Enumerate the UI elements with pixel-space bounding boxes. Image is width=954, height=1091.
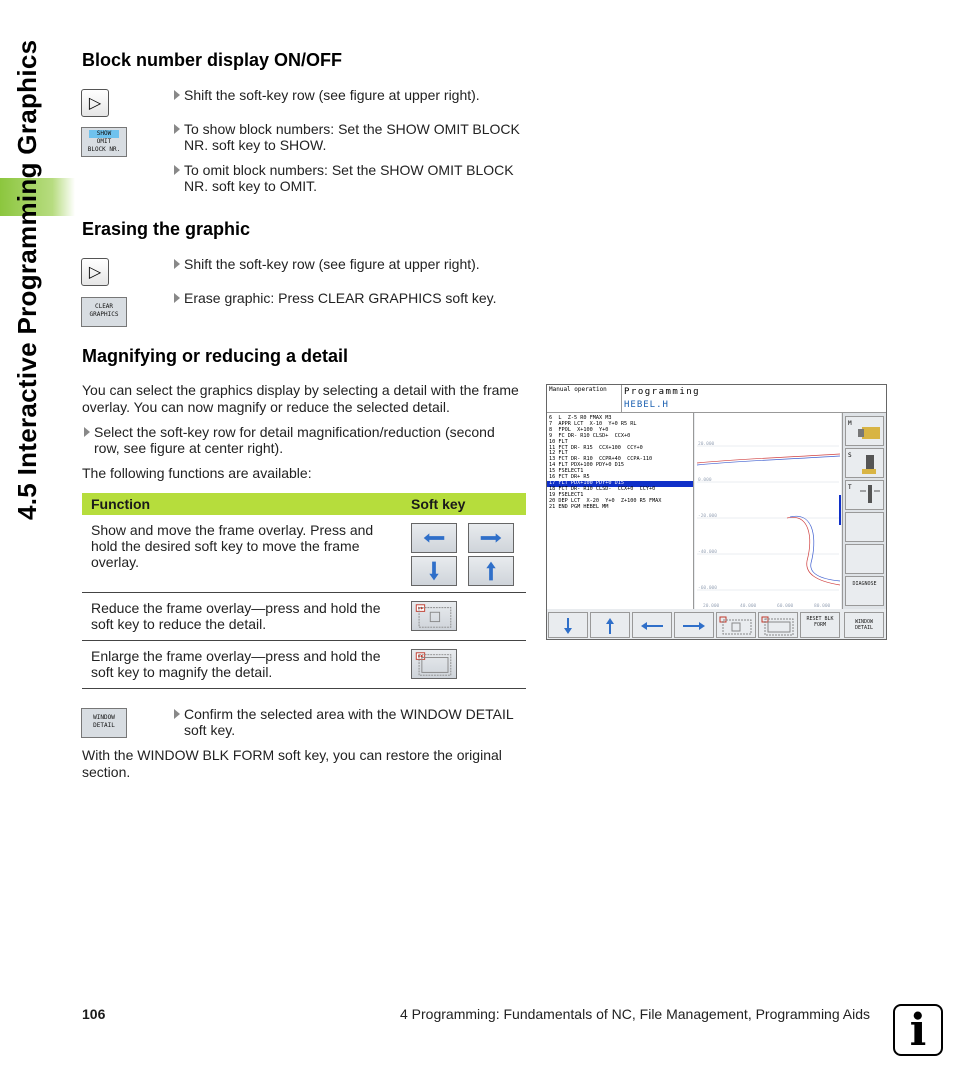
- program-listing: [547, 413, 694, 609]
- program-lines: [547, 416, 693, 511]
- row-line: hold the desired soft key to move the frame: [91, 538, 360, 554]
- step-shift-row: Shift the soft-key row (see figure at upper right).: [172, 87, 532, 103]
- reset-blk-form-softkey[interactable]: RESET BLK FORM: [800, 612, 840, 638]
- step-line: soft key.: [184, 722, 236, 738]
- chapter-side-tab: [0, 0, 60, 1091]
- page-number: 106: [82, 1006, 106, 1022]
- program-line[interactable]: 14 FLT PDX+100 PDY+0 D15: [549, 462, 624, 469]
- header-divider: [621, 385, 622, 412]
- program-line[interactable]: 18 FCT DR- R10 CLSD- CCX+0 CCY+0: [549, 485, 656, 492]
- row-line: soft key to reduce the detail.: [91, 616, 267, 632]
- step-shift-row: Shift the soft-key row (see figure at upper right).: [172, 256, 532, 272]
- enlarge-frame-softkey[interactable]: [411, 649, 457, 679]
- program-line[interactable]: 19 FSELECT1: [549, 491, 584, 498]
- window-detail-softkey[interactable]: [81, 708, 127, 738]
- left-softkey[interactable]: [632, 612, 672, 638]
- reduce-frame-softkey[interactable]: [716, 612, 756, 638]
- up-softkey[interactable]: [590, 612, 630, 638]
- bottom-softkey-bar: [547, 610, 886, 639]
- para-line: You can select the graphics display by selecting a detail with the frame: [82, 382, 519, 398]
- programming-mode-label: Programming: [624, 387, 701, 397]
- x-tick-label: 60.000: [777, 604, 794, 609]
- diagnose-label: DIAGNOSE: [852, 581, 877, 587]
- step-line: Confirm the selected area with the WINDOW DETAIL: [184, 706, 514, 722]
- program-line[interactable]: 21 END PGM HEBEL MM: [549, 503, 609, 510]
- blank-softkey[interactable]: [845, 544, 884, 574]
- section-heading-magnify: Magnifying or reducing a detail: [82, 346, 349, 366]
- x-tick-label: 20.000: [703, 604, 720, 609]
- step-line: NR. soft key to OMIT.: [184, 178, 318, 194]
- graphics-plot: [695, 413, 841, 609]
- graphics-window: [695, 413, 841, 609]
- table-row: [82, 593, 526, 641]
- para-line: section.: [82, 764, 131, 780]
- row-line: soft key to magnify the detail.: [91, 664, 273, 680]
- table-header: [82, 493, 526, 515]
- s-function-softkey[interactable]: [845, 448, 884, 478]
- next-softkey-row-key[interactable]: ▷: [81, 89, 109, 117]
- blank-softkey[interactable]: [845, 512, 884, 542]
- step-line: Select the soft-key row for detail magnification/reduction (second: [94, 424, 495, 440]
- step-select-row: [82, 424, 532, 456]
- reduce-frame-softkey[interactable]: [411, 601, 457, 631]
- y-tick-label: 0.000: [698, 478, 712, 483]
- svg-text:M: M: [848, 420, 852, 427]
- screen-header: [547, 385, 886, 413]
- softkey-line: GRAPHICS: [89, 311, 119, 318]
- program-line[interactable]: 6 L Z-5 R0 FMAX M3: [549, 415, 612, 421]
- info-icon: i: [893, 1004, 943, 1056]
- y-tick-label: 20.000: [698, 442, 715, 447]
- t-function-softkey[interactable]: [845, 480, 884, 510]
- row-line: Enlarge the frame overlay—press and hold the: [91, 648, 381, 664]
- restore-note: [82, 747, 532, 781]
- row-description: [91, 600, 391, 632]
- control-screen-figure: [546, 384, 887, 640]
- next-softkey-row-key[interactable]: ▷: [81, 258, 109, 286]
- program-line[interactable]: 20 DEP LCT X-20 Y+0 Z+100 R5 FMAX: [549, 497, 662, 504]
- section-heading-block-number: Block number display ON/OFF: [82, 50, 343, 70]
- step-line: row, see figure at center right).: [94, 440, 284, 456]
- col-softkey-header: Soft key: [411, 496, 466, 512]
- footer-chapter: 4 Programming: Fundamentals of NC, File Management, Programming Aids: [400, 1006, 870, 1022]
- program-line[interactable]: 11 FCT DR- R15 CCX+100 CCY+0: [549, 444, 643, 451]
- row-line: Reduce the frame overlay—press and hold the: [91, 600, 381, 616]
- x-tick-label: 80.000: [814, 604, 831, 609]
- m-function-softkey[interactable]: [845, 416, 884, 446]
- svg-text:T: T: [848, 484, 852, 491]
- program-line[interactable]: 10 FLT: [549, 438, 568, 445]
- section-heading-erasing: Erasing the graphic: [82, 219, 251, 239]
- table-row: [82, 515, 526, 593]
- step-omit-block-numbers: [172, 162, 532, 194]
- window-detail-softkey[interactable]: WINDOW DETAIL: [844, 612, 884, 638]
- show-omit-block-softkey[interactable]: [81, 127, 127, 157]
- step-line: To omit block numbers: Set the SHOW OMIT BLOCK: [184, 162, 514, 178]
- y-tick-label: -40.000: [698, 550, 717, 555]
- x-tick-label: 40.000: [740, 604, 757, 609]
- machine-mode-label: Manual operation: [549, 386, 607, 393]
- function-table: [82, 493, 526, 689]
- row-line: Show and move the frame overlay. Press and: [91, 522, 374, 538]
- softkey-line: SHOW: [89, 130, 119, 138]
- right-softkey[interactable]: [674, 612, 714, 638]
- program-line[interactable]: 13 FCT DR- R10 CCPR+40 CCPA-110: [549, 456, 653, 463]
- col-function-header: Function: [91, 496, 151, 512]
- program-line[interactable]: 8 FPOL X+100 Y+0: [549, 426, 609, 433]
- clear-graphics-softkey[interactable]: [81, 297, 127, 327]
- y-tick-label: -60.000: [698, 586, 717, 591]
- softkey-line: BLOCK NR.: [87, 146, 121, 153]
- program-line[interactable]: 17 FLT PDX+100 PDY+0 D15: [547, 481, 693, 487]
- table-row: [82, 641, 526, 689]
- softkey-line: OMIT: [96, 138, 112, 145]
- softkey-line: WINDOW: [93, 714, 115, 721]
- step-line: NR. soft key to SHOW.: [184, 137, 327, 153]
- magnify-intro: [82, 382, 532, 416]
- y-tick-label: -20.000: [698, 514, 717, 519]
- step-erase-graphic: Erase graphic: Press CLEAR GRAPHICS soft key.: [172, 290, 532, 306]
- move-left-softkey[interactable]: [411, 523, 457, 553]
- softkey-line: CLEAR: [94, 303, 114, 310]
- program-line[interactable]: 15 FSELECT1: [549, 468, 584, 475]
- softkey-line: DETAIL: [93, 722, 115, 729]
- step-show-block-numbers: [172, 121, 532, 153]
- svg-text:S: S: [848, 452, 852, 459]
- move-right-softkey[interactable]: [468, 523, 514, 553]
- functions-intro: The following functions are available:: [82, 465, 312, 481]
- row-description: [91, 522, 391, 570]
- enlarge-frame-softkey[interactable]: [758, 612, 798, 638]
- move-up-softkey[interactable]: [468, 556, 514, 586]
- row-description: [91, 648, 391, 680]
- move-down-softkey[interactable]: [411, 556, 457, 586]
- para-line: overlay. You can now magnify or reduce the selected detail.: [82, 399, 450, 415]
- step-confirm-area: [172, 706, 532, 738]
- chapter-title: 4.5 Interactive Programming Graphics: [12, 39, 42, 520]
- program-line[interactable]: 9 FC DR- R10 CLSD+ CCX+0: [549, 432, 631, 439]
- row-line: overlay.: [91, 554, 139, 570]
- vertical-softkey-bar: [842, 413, 886, 609]
- program-file-name: HEBEL.H: [624, 400, 669, 410]
- down-softkey[interactable]: [548, 612, 588, 638]
- para-line: With the WINDOW BLK FORM soft key, you can restore the original: [82, 747, 502, 763]
- program-line[interactable]: 16 FCT DR+ R5: [549, 474, 590, 481]
- program-line[interactable]: 7 APPR LCT X-10 Y+0 R5 RL: [549, 420, 637, 427]
- program-line[interactable]: 12 FLT: [549, 450, 568, 457]
- step-line: To show block numbers: Set the SHOW OMIT BLOCK: [184, 121, 520, 137]
- diagnose-softkey[interactable]: [845, 576, 884, 606]
